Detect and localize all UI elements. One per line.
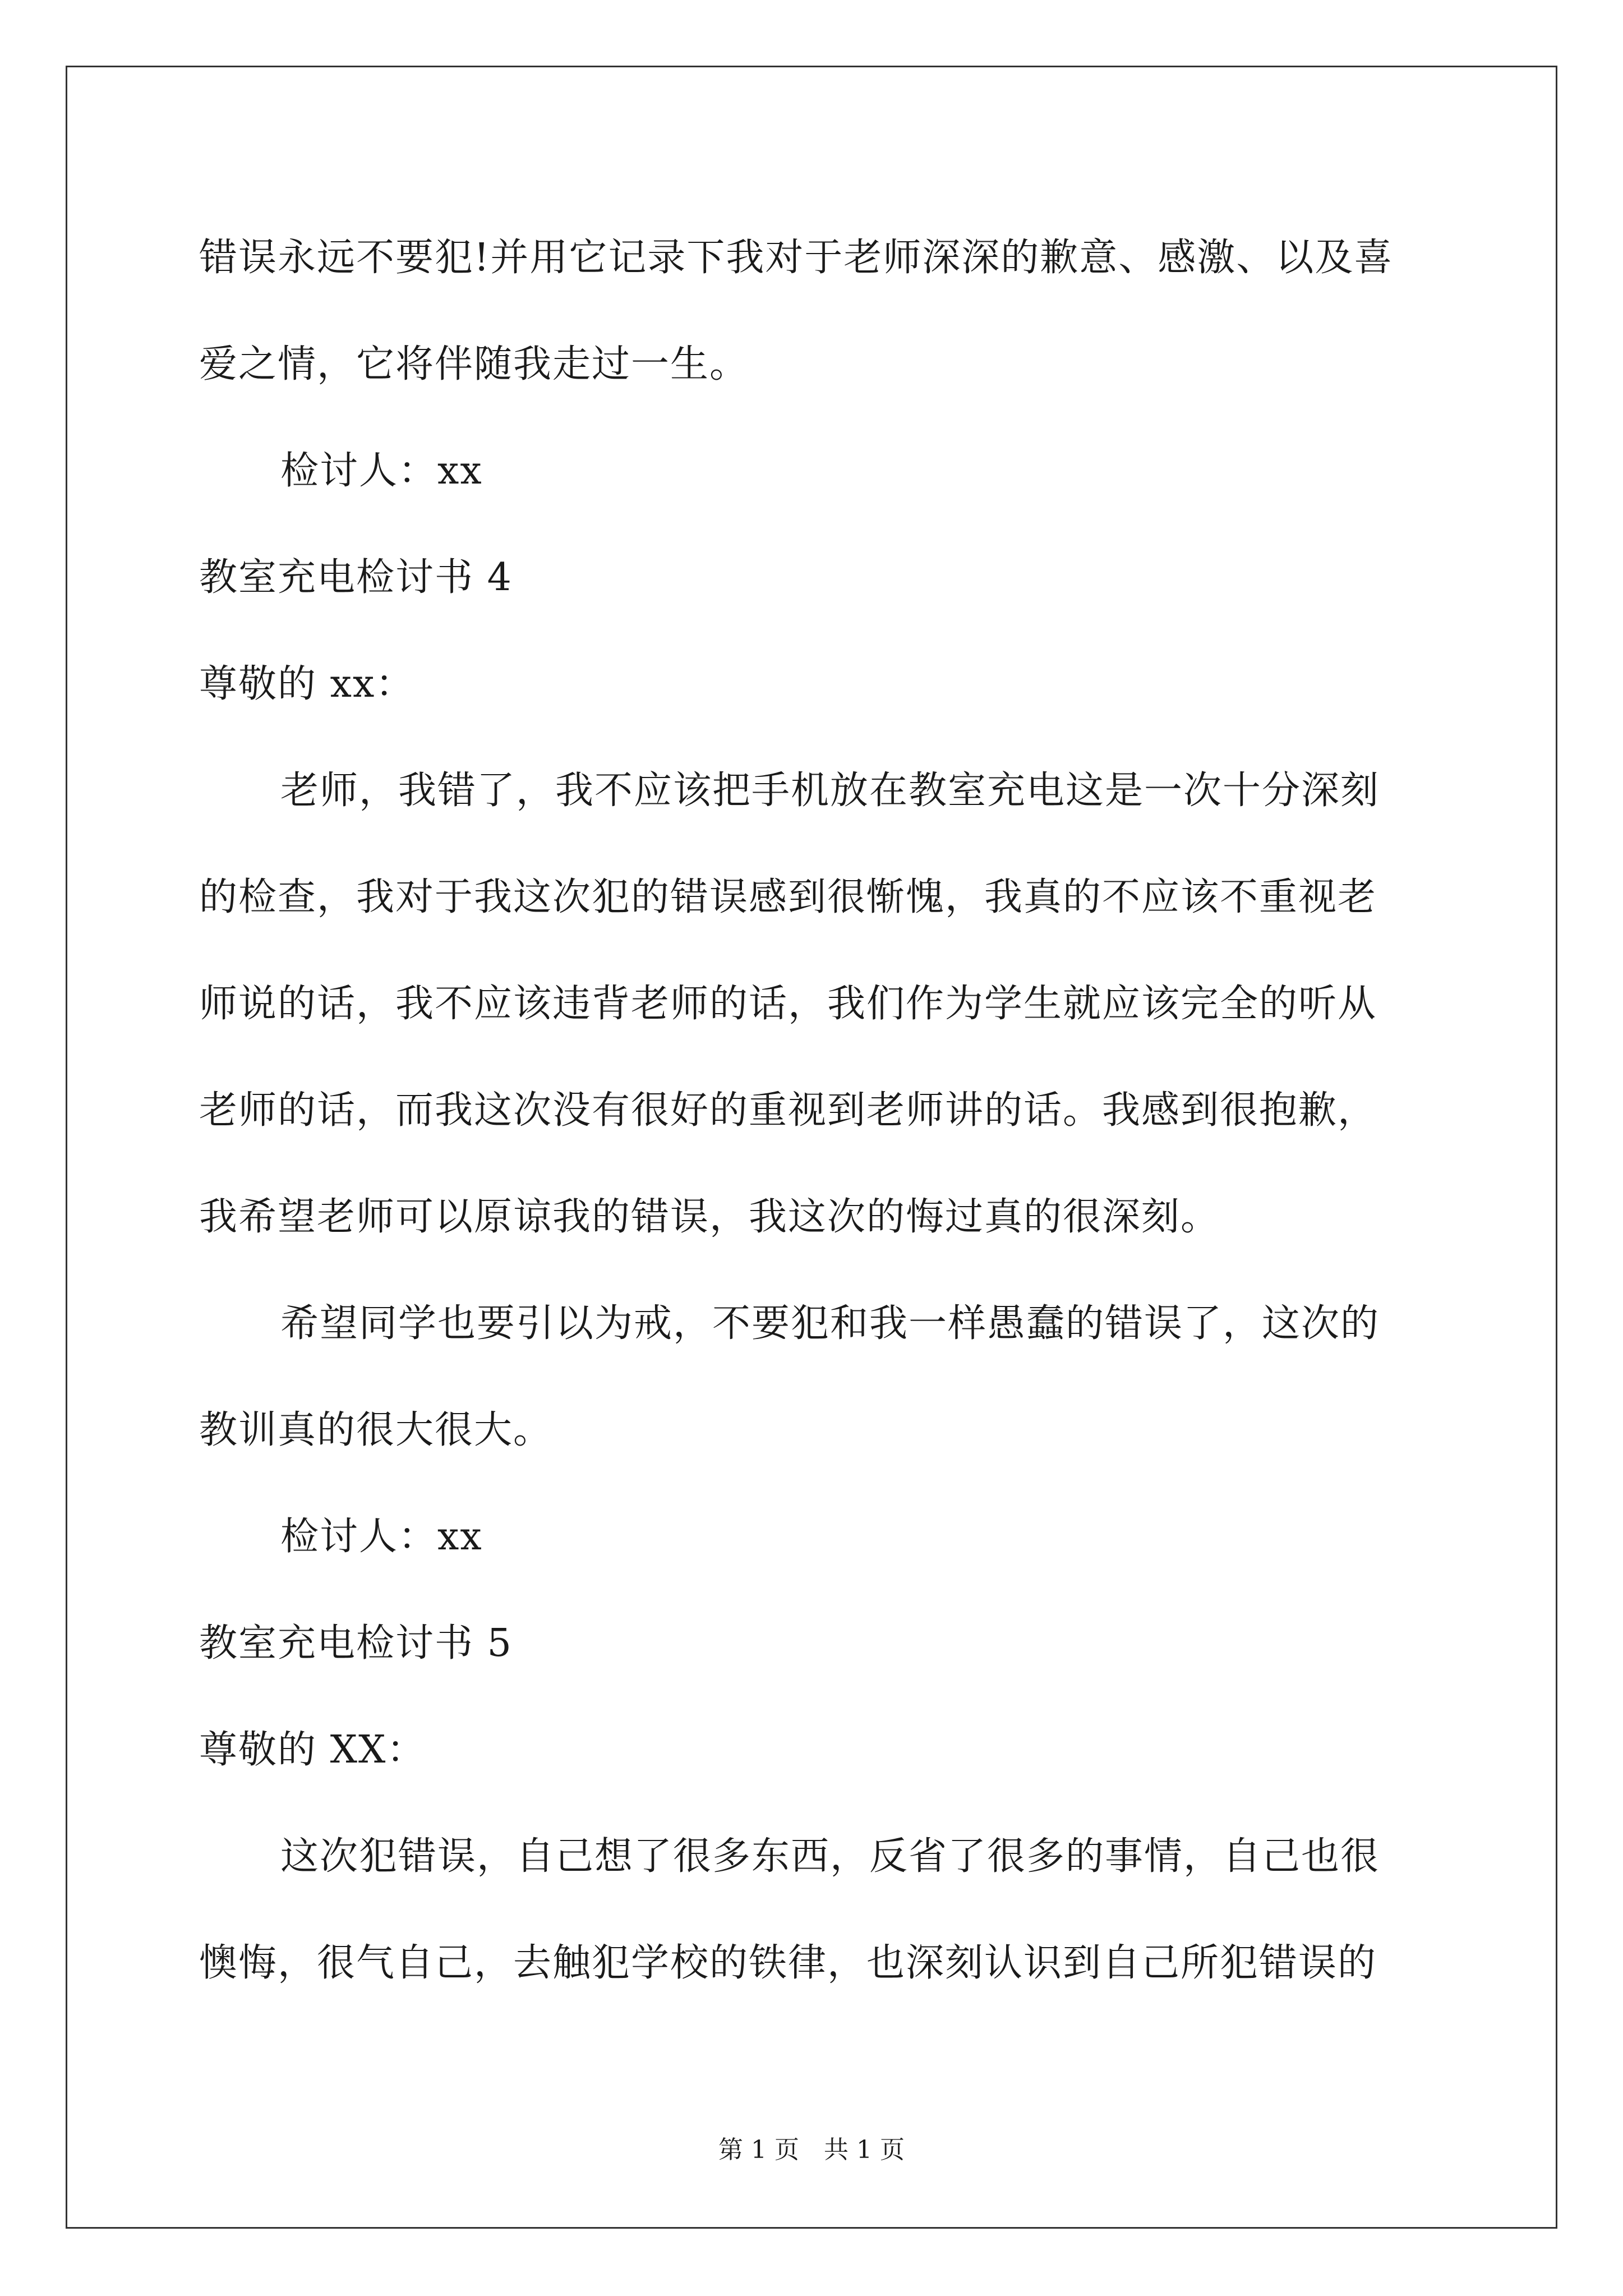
text-line-8: 师说的话，我不应该违背老师的话，我们作为学生就应该完全的听从 bbox=[199, 982, 1377, 1026]
text-line-1: 错误永远不要犯!并用它记录下我对于老师深深的歉意、感激、以及喜 bbox=[199, 236, 1394, 280]
text-line-11: 希望同学也要引以为戒，不要犯和我一样愚蠢的错误了，这次的 bbox=[280, 1301, 1380, 1346]
section-heading-4: 教室充电检讨书 4 bbox=[199, 555, 513, 600]
document-body bbox=[199, 205, 1427, 2017]
text-line-12: 教训真的很大很大。 bbox=[199, 1408, 553, 1452]
page-number: 第 1 页 共 1 页 bbox=[718, 2136, 905, 2164]
text-line-6: 老师，我错了，我不应该把手机放在教室充电这是一次十分深刻 bbox=[280, 769, 1380, 813]
salutation: 尊敬的 xx： bbox=[199, 662, 415, 706]
text-line-16: 这次犯错误，自己想了很多东西，反省了很多的事情，自己也很 bbox=[280, 1834, 1380, 1879]
text-line-2: 爱之情，它将伴随我走过一生。 bbox=[199, 342, 749, 386]
signature-line: 检讨人：xx bbox=[280, 449, 483, 493]
signature-line: 检讨人：xx bbox=[280, 1515, 483, 1559]
text-line-7: 的检查，我对于我这次犯的错误感到很惭愧，我真的不应该不重视老 bbox=[199, 875, 1377, 919]
text-line-9: 老师的话，而我这次没有很好的重视到老师讲的话。我感到很抱歉， bbox=[199, 1088, 1377, 1133]
text-line-10: 我希望老师可以原谅我的错误，我这次的悔过真的很深刻。 bbox=[199, 1195, 1220, 1239]
text-line-17: 懊悔，很气自己，去触犯学校的铁律，也深刻认识到自己所犯错误的 bbox=[199, 1941, 1377, 1985]
section-heading-5: 教室充电检讨书 5 bbox=[199, 1621, 513, 1665]
salutation: 尊敬的 XX： bbox=[199, 1728, 426, 1772]
